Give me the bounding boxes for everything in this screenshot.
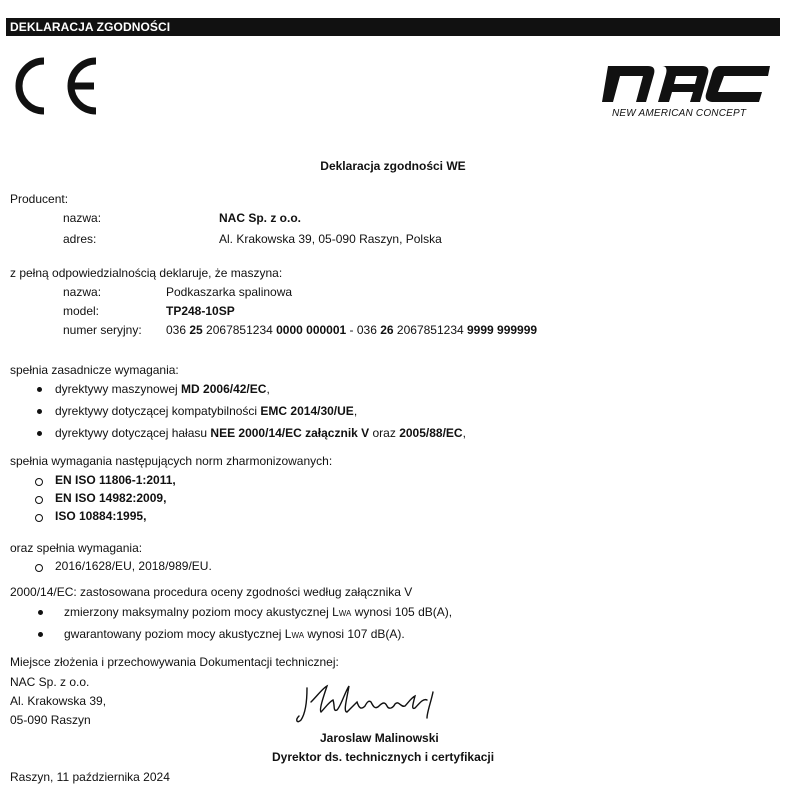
noise-item: zmierzony maksymalny poziom mocy akustycznej LWA wynosi 105 dB(A), — [64, 605, 453, 619]
norm-item: ISO 10884:1995, — [55, 509, 147, 523]
requirement-item: dyrektywy maszynowej MD 2006/42/EC, — [55, 382, 270, 396]
header-bar — [6, 18, 780, 36]
machine-serial-label: numer seryjny: — [63, 323, 142, 337]
requirements-intro: spełnia zasadnicze wymagania: — [10, 363, 179, 377]
bullet-dot — [37, 387, 42, 392]
ce-mark-logo — [10, 55, 105, 117]
documentation-line: NAC Sp. z o.o. — [10, 675, 90, 689]
producer-name-label: nazwa: — [63, 211, 102, 225]
bullet-dot — [38, 610, 43, 615]
noise-item: gwarantowany poziom mocy akustycznej LWA wynosi 107 dB(A). — [64, 627, 405, 641]
producer-label: Producent: — [10, 192, 69, 206]
machine-model-value: TP248-10SP — [166, 304, 235, 318]
other-intro: oraz spełnia wymagania: — [10, 541, 143, 555]
norm-item: EN ISO 11806-1:2011, — [55, 473, 176, 487]
handwritten-signature — [293, 678, 453, 728]
bullet-circle — [35, 478, 43, 486]
nac-logo — [598, 62, 774, 106]
documentation-line: Al. Krakowska 39, — [10, 694, 107, 708]
documentation-intro: Miejsce złożenia i przechowywania Dokumentacji technicznej: — [10, 655, 339, 669]
documentation-line: 05-090 Raszyn — [10, 713, 91, 727]
machine-model-label: model: — [63, 304, 100, 318]
document-title: Deklaracja zgodności WE — [320, 159, 466, 173]
norms-intro: spełnia wymagania następujących norm zharmonizowanych: — [10, 454, 333, 468]
bullet-circle — [35, 564, 43, 572]
norm-item: EN ISO 14982:2009, — [55, 491, 167, 505]
machine-name-value: Podkaszarka spalinowa — [166, 285, 293, 299]
bullet-dot — [38, 632, 43, 637]
producer-address-label: adres: — [63, 232, 97, 246]
header-title: DEKLARACJA ZGODNOŚCI — [10, 20, 171, 34]
bullet-circle — [35, 496, 43, 504]
requirement-item: dyrektywy dotyczącej hałasu NEE 2000/14/EC załącznik V oraz 2005/88/EC, — [55, 426, 466, 440]
brand-tagline: NEW AMERICAN CONCEPT — [612, 108, 747, 119]
signatory-title: Dyrektor ds. technicznych i certyfikacji — [272, 750, 495, 764]
signatory-name: Jaroslaw Malinowski — [320, 731, 439, 745]
bullet-dot — [37, 431, 42, 436]
requirement-item: dyrektywy dotyczącej kompatybilności EMC 2014/30/UE, — [55, 404, 358, 418]
machine-serial-value: 036 25 2067851234 0000 000001 - 036 26 2067851234 9999 999999 — [166, 323, 538, 337]
bullet-dot — [37, 409, 42, 414]
noise-intro: 2000/14/EC: zastosowana procedura oceny zgodności według załącznika V — [10, 585, 413, 599]
producer-name-value: NAC Sp. z o.o. — [219, 211, 301, 225]
machine-intro: z pełną odpowiedzialnością deklaruje, że maszyna: — [10, 266, 283, 280]
bullet-circle — [35, 514, 43, 522]
place-date: Raszyn, 11 października 2024 — [10, 770, 170, 784]
other-item: 2016/1628/EU, 2018/989/EU. — [55, 559, 212, 573]
machine-name-label: nazwa: — [63, 285, 102, 299]
producer-address-value: Al. Krakowska 39, 05-090 Raszyn, Polska — [219, 232, 442, 246]
